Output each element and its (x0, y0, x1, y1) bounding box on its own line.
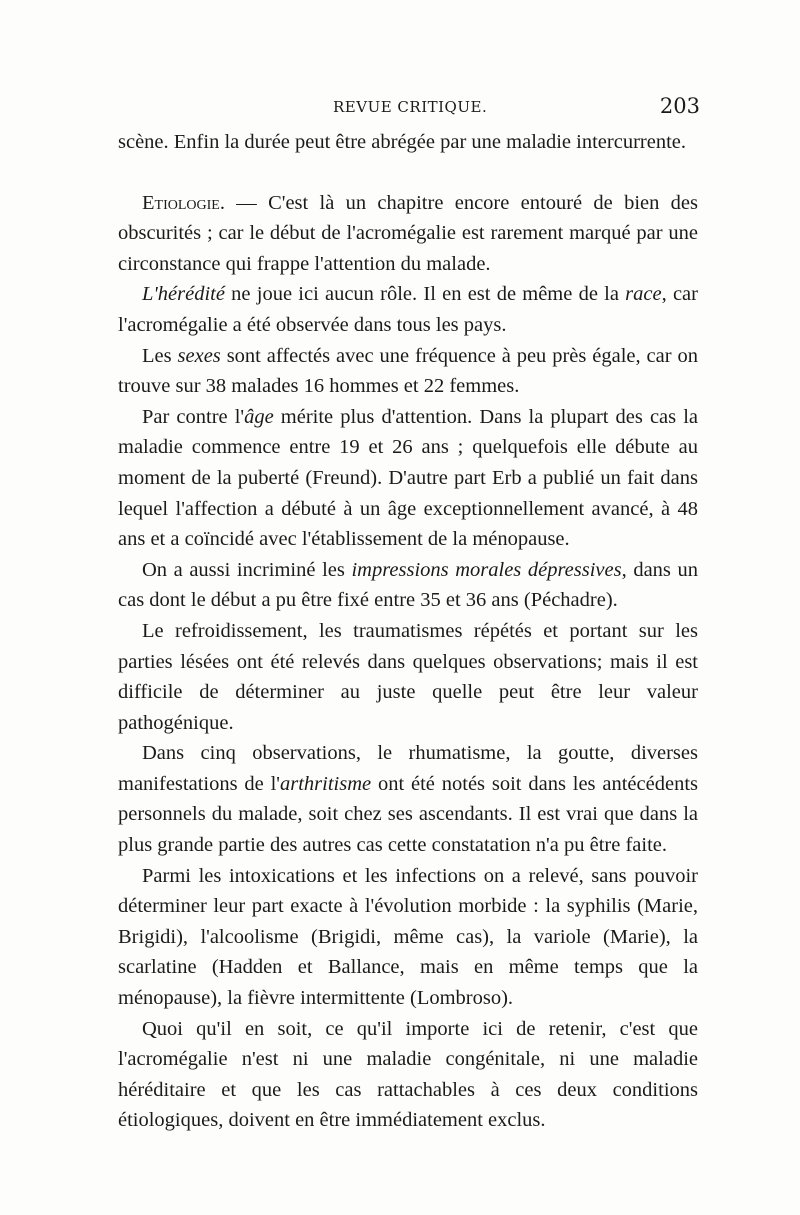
text-run: ne joue ici aucun rôle. Il en est de même de la (224, 283, 626, 306)
text-run: mérite plus d'attention. Dans la plupart des cas la maladie commence entre 19 et 26 ans ; quelquefois elle débute au moment de la puberté (Freund). D'autre part Erb a publié un fait dans lequel l'affection a débuté à un âge exceptionnellement avancé, à 48 ans et a coïncidé avec l'établissement de la ménopause. (118, 405, 699, 551)
italic-term: arthritisme (280, 772, 372, 795)
body-text (118, 127, 698, 1136)
text-run: Par contre l' (142, 405, 245, 428)
text-run: , car l'acromégalie a été observée dans tous les pays. (118, 283, 698, 336)
text-run: Les (142, 344, 178, 367)
running-title: REVUE CRITIQUE. (333, 98, 488, 116)
italic-term: race (625, 283, 662, 306)
paragraph (118, 861, 698, 1014)
text-run: ont été notés soit dans les antécédents personnels du malade, soit chez ses ascendants. Il est vrai que dans la plus grande partie des autres cas cette constatation n'a pu être faite. (118, 772, 698, 857)
text-run: scène. Enfin la durée peut être abrégée par une maladie intercurrente. (118, 131, 686, 153)
paragraph (118, 402, 698, 555)
italic-term: impressions morales dépressives (351, 558, 622, 581)
paragraph (118, 188, 698, 280)
text-run: Parmi les intoxications et les infections on a relevé, sans pouvoir déterminer leur part exacte à l'évolution morbide : la syphilis (Marie, Brigidi), l'alcoolisme (Brigidi, même cas), la variole (Marie), la scarlatine (Hadden et Ballance, mais en même temps que la ménopause), la fièvre intermittente (Lombroso). (118, 864, 698, 1010)
paragraph (118, 738, 698, 860)
text-run: Quoi qu'il en soit, ce qu'il importe ici de retenir, c'est que l'acromégalie n'est ni une maladie congénitale, ni une maladie héréditaire et que les cas rattachables à ces deux conditions étiologiques, doivent en être immédiatement exclus. (118, 1017, 698, 1132)
text-run: Le refroidissement, les traumatismes répétés et portant sur les parties lésées ont été relevés dans quelques observations; mais il est difficile de déterminer au juste quelle peut être leur valeur pathogénique. (118, 619, 698, 734)
paragraph (118, 341, 698, 402)
text-run: sont affectés avec une fréquence à peu près égale, car on trouve sur 38 malades 16 hommes et 22 femmes. (118, 344, 698, 398)
paragraph (118, 616, 698, 738)
italic-term: sexes (177, 344, 221, 367)
section-heading: Etiologie. (142, 191, 225, 214)
paragraph (118, 127, 698, 158)
page-number: 203 (659, 94, 700, 118)
text-run: On a aussi incriminé les (142, 558, 352, 581)
paragraph (118, 1014, 698, 1136)
text-run: Dans cinq observations, le rhumatisme, la goutte, diverses manifestations de l' (118, 742, 698, 795)
italic-term: L'hérédité (142, 283, 225, 306)
paragraph (118, 279, 698, 340)
running-head (118, 94, 700, 124)
paragraph (118, 555, 698, 616)
italic-term: âge (244, 405, 274, 428)
text-run: — C'est là un chapitre encore entouré de bien des obscurités ; car le début de l'acromégalie est rarement marqué par une circonstance qui frappe l'attention du malade. (118, 191, 698, 275)
text-run: , dans un cas dont le début a pu être fixé entre 35 et 36 ans (Péchadre). (118, 558, 698, 612)
